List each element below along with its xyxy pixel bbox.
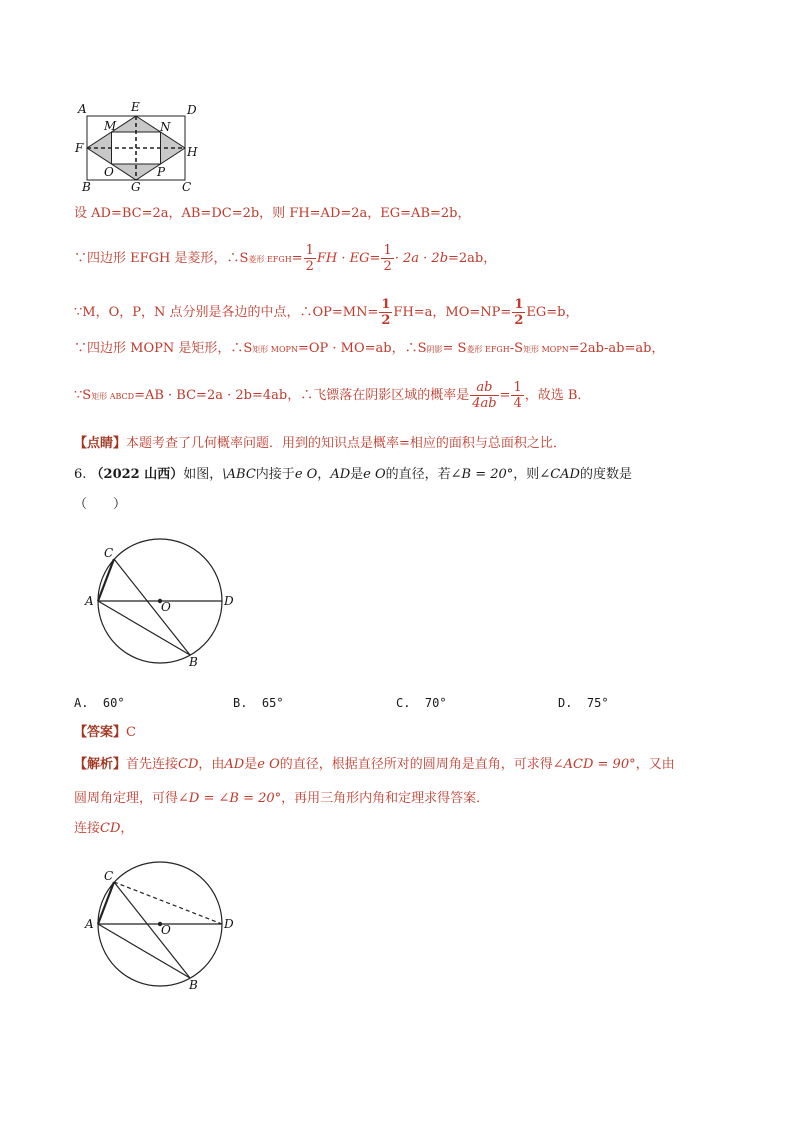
label-n: N xyxy=(160,120,171,134)
label-e: E xyxy=(131,100,140,114)
label-o: O xyxy=(161,600,171,614)
label-g: G xyxy=(131,180,141,194)
option-a[interactable]: A. 60° xyxy=(74,696,125,710)
solution-line-5: ∵S矩形 ABCD=AB · BC=2a · 2b=4ab，∴飞镖落在阴影区域的概率是 $\frac{ab}{4ab}$ = $\frac{1}{4}$ ，故选 B． xyxy=(74,380,591,411)
analysis-line-3: 连接CD， xyxy=(74,821,134,836)
chord-ac xyxy=(98,882,114,924)
chord-ab xyxy=(98,601,190,655)
answer-line: 【答案】C xyxy=(74,725,136,740)
label-p: P xyxy=(157,165,166,179)
analysis-line-1: 【解析】首先连接CD，由AD是e O的直径，根据直径所对的圆周角是直角，可求得∠ACD = 90°，又由 xyxy=(74,757,675,772)
solution-line-2: ∵四边形 EFGH 是菱形，∴S菱形 EFGH= $\frac{1}{2}$ FH · EG= $\frac{1}{2}$ · 2a · 2b=2ab， xyxy=(74,243,497,274)
chord-ac xyxy=(98,559,114,601)
label-b: B xyxy=(82,180,91,194)
dianjing-note: 【点睛】本题考查了几何概率问题．用到的知识点是概率=相应的面积与总面积之比． xyxy=(74,436,566,451)
label-b: B xyxy=(189,655,198,669)
question-6-stem: 6. （2022 山西）如图，\ABC内接于e O，AD是e O的直径，若∠B = 20°，则∠CAD的度数是 xyxy=(74,467,632,482)
question-6-paren: （ ） xyxy=(74,497,127,512)
label-d: D xyxy=(224,594,234,608)
option-b[interactable]: B. 65° xyxy=(233,696,284,710)
label-c: C xyxy=(182,180,192,194)
label-m: M xyxy=(104,119,117,133)
label-d: D xyxy=(187,103,197,117)
circle-figure-solution xyxy=(82,858,242,993)
solution-line-4: ∵四边形 MOPN 是矩形，∴S矩形 MOPN=OP · MO=ab，∴S阴影= S菱形 EFGH-S矩形 MOPN=2ab-ab=ab， xyxy=(74,341,665,356)
label-o: O xyxy=(104,165,114,179)
label-f: F xyxy=(75,141,84,155)
label-o: O xyxy=(161,923,171,937)
circle-figure-question xyxy=(82,535,242,670)
label-h: H xyxy=(187,145,198,159)
label-c: C xyxy=(104,869,114,883)
chord-cb xyxy=(114,882,190,978)
option-d[interactable]: D. 75° xyxy=(558,696,609,710)
rectangle-rhombus-figure xyxy=(74,100,204,196)
solution-line-3: ∵M，O，P，N 点分别是各边的中点，∴OP=MN= $\frac{1}{2}$ FH=a，MO=NP= $\frac{1}{2}$ EG=b， xyxy=(74,297,579,328)
chord-cb xyxy=(114,559,190,655)
label-c: C xyxy=(104,546,114,560)
label-b: B xyxy=(189,978,198,992)
label-a: A xyxy=(78,102,87,116)
label-a: A xyxy=(85,917,94,931)
option-c[interactable]: C. 70° xyxy=(396,696,447,710)
chord-ab xyxy=(98,924,190,978)
label-a: A xyxy=(85,594,94,608)
analysis-line-2: 圆周角定理，可得∠D = ∠B = 20°，再用三角形内角和定理求得答案． xyxy=(74,791,490,806)
label-d: D xyxy=(224,917,234,931)
solution-line-1: 设 AD=BC=2a，AB=DC=2b，则 FH=AD=2a，EG=AB=2b， xyxy=(74,206,471,221)
